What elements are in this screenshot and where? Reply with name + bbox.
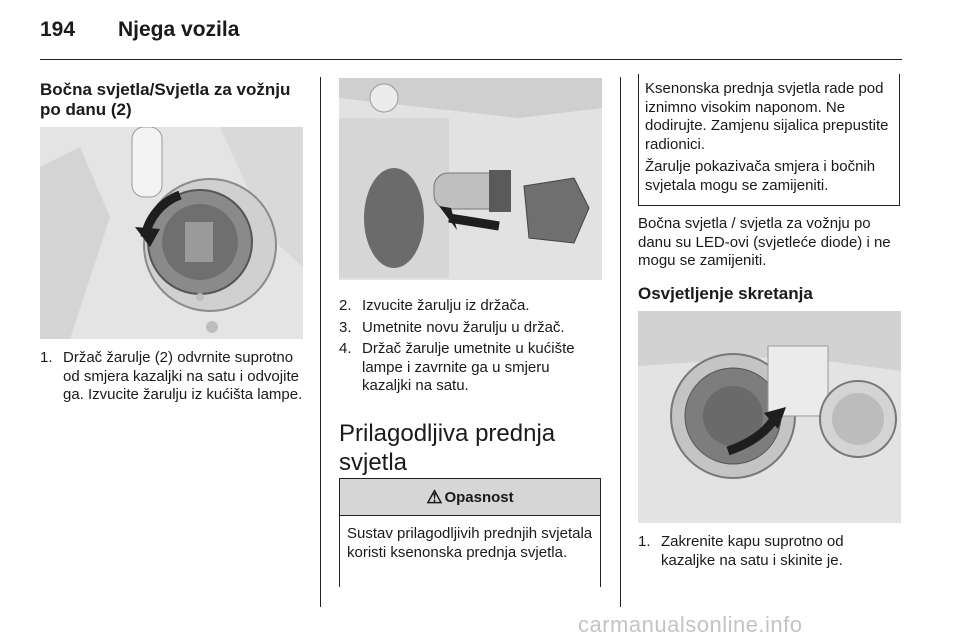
figure-cornering-light-cap xyxy=(638,311,901,523)
col1-steps xyxy=(40,349,308,408)
section-heading: Bočna svjetla/Svjetla za vožnju po danu (2) xyxy=(40,80,291,119)
figure-bulb-replacement xyxy=(339,78,602,280)
column-divider xyxy=(620,77,621,607)
step-number: 4. xyxy=(339,340,352,357)
watermark: carmanualsonline.info xyxy=(578,612,803,637)
step-number: 2. xyxy=(339,297,352,314)
danger-title: Opasnost xyxy=(444,488,514,506)
figure-illustration xyxy=(40,127,303,339)
figure-illustration xyxy=(339,78,602,280)
list-item xyxy=(638,533,900,570)
list-item xyxy=(40,349,308,405)
step-number: 1. xyxy=(638,533,651,550)
header-rule xyxy=(40,59,902,60)
danger-text: Sustav prilagodljivih prednjih svjetala koristi ksenonska prednja svjetla. xyxy=(347,525,593,561)
section-heading: Osvjetljenje skretanja xyxy=(638,284,813,303)
danger-paragraph: Žarulje pokazivača smjera i bočnih svjetala mogu se zamijeniti. xyxy=(645,158,876,194)
page-title: Njega vozila xyxy=(118,18,240,41)
list-item xyxy=(339,340,601,396)
step-text: Zakrenite kapu suprotno od kazaljke na satu i skinite je. xyxy=(661,533,844,569)
step-text: Držač žarulje umetnite u kućište lampe i zavrnite ga u smjeru kazaljki na satu. xyxy=(362,340,575,394)
column-divider xyxy=(320,77,321,607)
figure-side-light-bulb-holder xyxy=(40,127,303,339)
danger-paragraph: Ksenonska prednja svjetla rade pod iznimno visokim naponom. Ne dodirujte. Zamjenu sijalica prepustite radionici. xyxy=(645,80,889,153)
page-number: 194 xyxy=(40,18,76,41)
col2-steps xyxy=(339,297,601,399)
list-item xyxy=(339,297,601,316)
col3-steps xyxy=(638,533,900,573)
danger-box xyxy=(339,478,601,587)
warning-icon: ⚠ xyxy=(426,486,443,507)
led-note-paragraph: Bočna svjetla / svjetla za vožnju po danu su LED-ovi (svjetleće diode) i ne mogu se zamijeniti. xyxy=(638,215,891,269)
figure-illustration xyxy=(638,311,901,523)
danger-box-header xyxy=(340,479,600,516)
list-item xyxy=(339,319,601,338)
step-number: 1. xyxy=(40,349,53,366)
step-text: Izvucite žarulju iz držača. xyxy=(362,297,530,314)
danger-box-continued xyxy=(638,74,900,206)
step-number: 3. xyxy=(339,318,352,336)
step-text: Držač žarulje (2) odvrnite suprotno od smjera kazaljki na satu i odvojite ga. Izvucite žarulju iz kućišta lampe. xyxy=(63,349,303,403)
section-heading: Prilagodljiva prednja svjetla xyxy=(339,420,556,476)
step-text: Umetnite novu žarulju u držač. xyxy=(362,318,565,336)
